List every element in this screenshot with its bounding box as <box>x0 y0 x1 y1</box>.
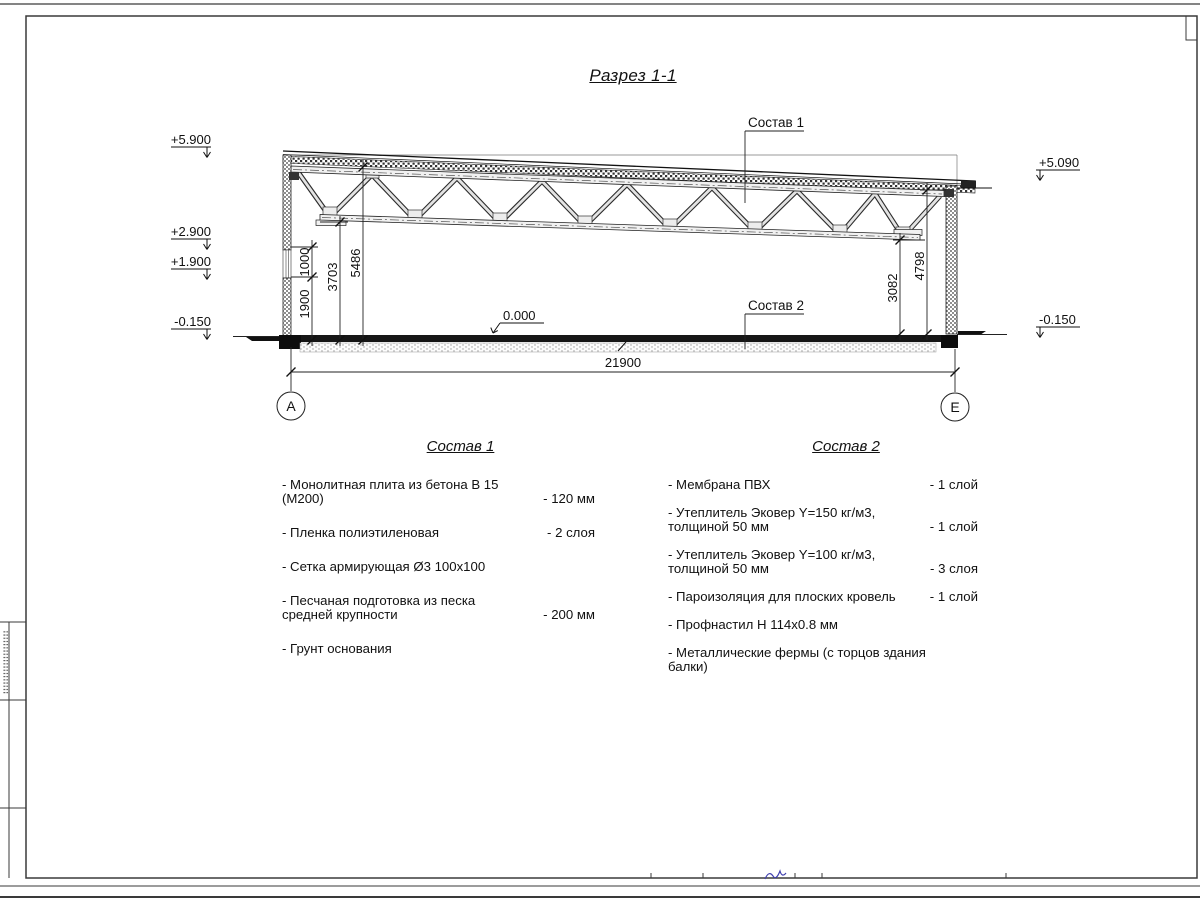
zero-level-mark <box>491 323 544 333</box>
list-item <box>282 560 595 574</box>
list-item-text: - Металлические фермы (с торцов здания балки) <box>668 645 926 674</box>
list-item-text: - Профнастил Н 114х0.8 мм <box>668 617 838 632</box>
list-item-text: - Мембрана ПВХ <box>668 477 771 492</box>
stamp-vertical-text <box>3 630 9 694</box>
list-item-text: - Утеплитель Эковер Y=150 кг/м3, толщиной 50 мм <box>668 505 876 534</box>
dim-5486: 5486 <box>348 248 363 278</box>
list-item-value: - 1 слой <box>929 519 978 534</box>
callout-sostav2: Состав 2 <box>748 298 804 313</box>
list-item-value: - 3 слоя <box>930 561 978 576</box>
elev-5900: +5.900 <box>170 132 211 147</box>
right-wall <box>944 186 957 334</box>
zero-level-label: 0.000 <box>503 308 536 323</box>
list-item <box>282 594 595 622</box>
list-item-value: - 200 мм <box>543 607 595 622</box>
axis-markers <box>277 392 969 421</box>
axis-e-label: E <box>950 399 960 415</box>
dim-4798: 4798 <box>912 251 927 281</box>
floor-assembly <box>233 331 1007 352</box>
dim-span: 21900 <box>604 355 642 370</box>
list-item-text: - Монолитная плита из бетона В 15 (М200) <box>282 477 499 506</box>
list-item <box>668 646 978 674</box>
callout-sostav1: Состав 1 <box>748 115 804 130</box>
list-item-value: - 1 слой <box>929 589 978 604</box>
list-item-text: - Пароизоляция для плоских кровель <box>668 589 896 604</box>
list-item <box>282 478 595 506</box>
list-item-value: - 2 слоя <box>547 525 595 540</box>
dim-3703: 3703 <box>325 262 340 292</box>
list2-title: Состав 2 <box>812 438 880 455</box>
material-list-1 <box>282 440 595 676</box>
list-item <box>668 478 978 492</box>
list-item-text: - Песчаная подготовка из песка средней крупности <box>282 593 476 622</box>
material-list-2 <box>668 440 978 688</box>
dim-1900: 1900 <box>297 289 312 319</box>
elev-2900: +2.900 <box>170 224 211 239</box>
list-item <box>282 526 595 540</box>
list-item <box>668 590 978 604</box>
callout-leaders <box>745 131 804 349</box>
page-title: Разрез 1-1 <box>589 66 677 85</box>
axis-a-label: A <box>286 398 296 414</box>
elev-minus-0150-right: -0.150 <box>1039 312 1076 327</box>
list-item-value: - 1 слой <box>929 477 978 492</box>
dim-3082: 3082 <box>885 273 900 303</box>
list-item <box>668 506 978 534</box>
elev-minus-0150-left: -0.150 <box>174 314 211 329</box>
elev-1900: +1.900 <box>170 254 211 269</box>
list-item-text: - Утеплитель Эковер Y=100 кг/м3, толщиной 50 мм <box>668 547 876 576</box>
elevation-marks-left <box>171 147 211 340</box>
elev-5090: +5.090 <box>1039 155 1080 170</box>
list-item <box>668 548 978 576</box>
list-item-value: - 120 мм <box>543 491 595 506</box>
list-item-text: - Грунт основания <box>282 641 392 656</box>
list-item <box>282 642 595 656</box>
dim-1000: 1000 <box>297 247 312 277</box>
list-item-text: - Сетка армирующая Ø3 100х100 <box>282 559 486 574</box>
list-item <box>668 618 978 632</box>
list-item-text: - Пленка полиэтиленовая <box>282 525 439 540</box>
list1-title: Состав 1 <box>426 438 495 455</box>
